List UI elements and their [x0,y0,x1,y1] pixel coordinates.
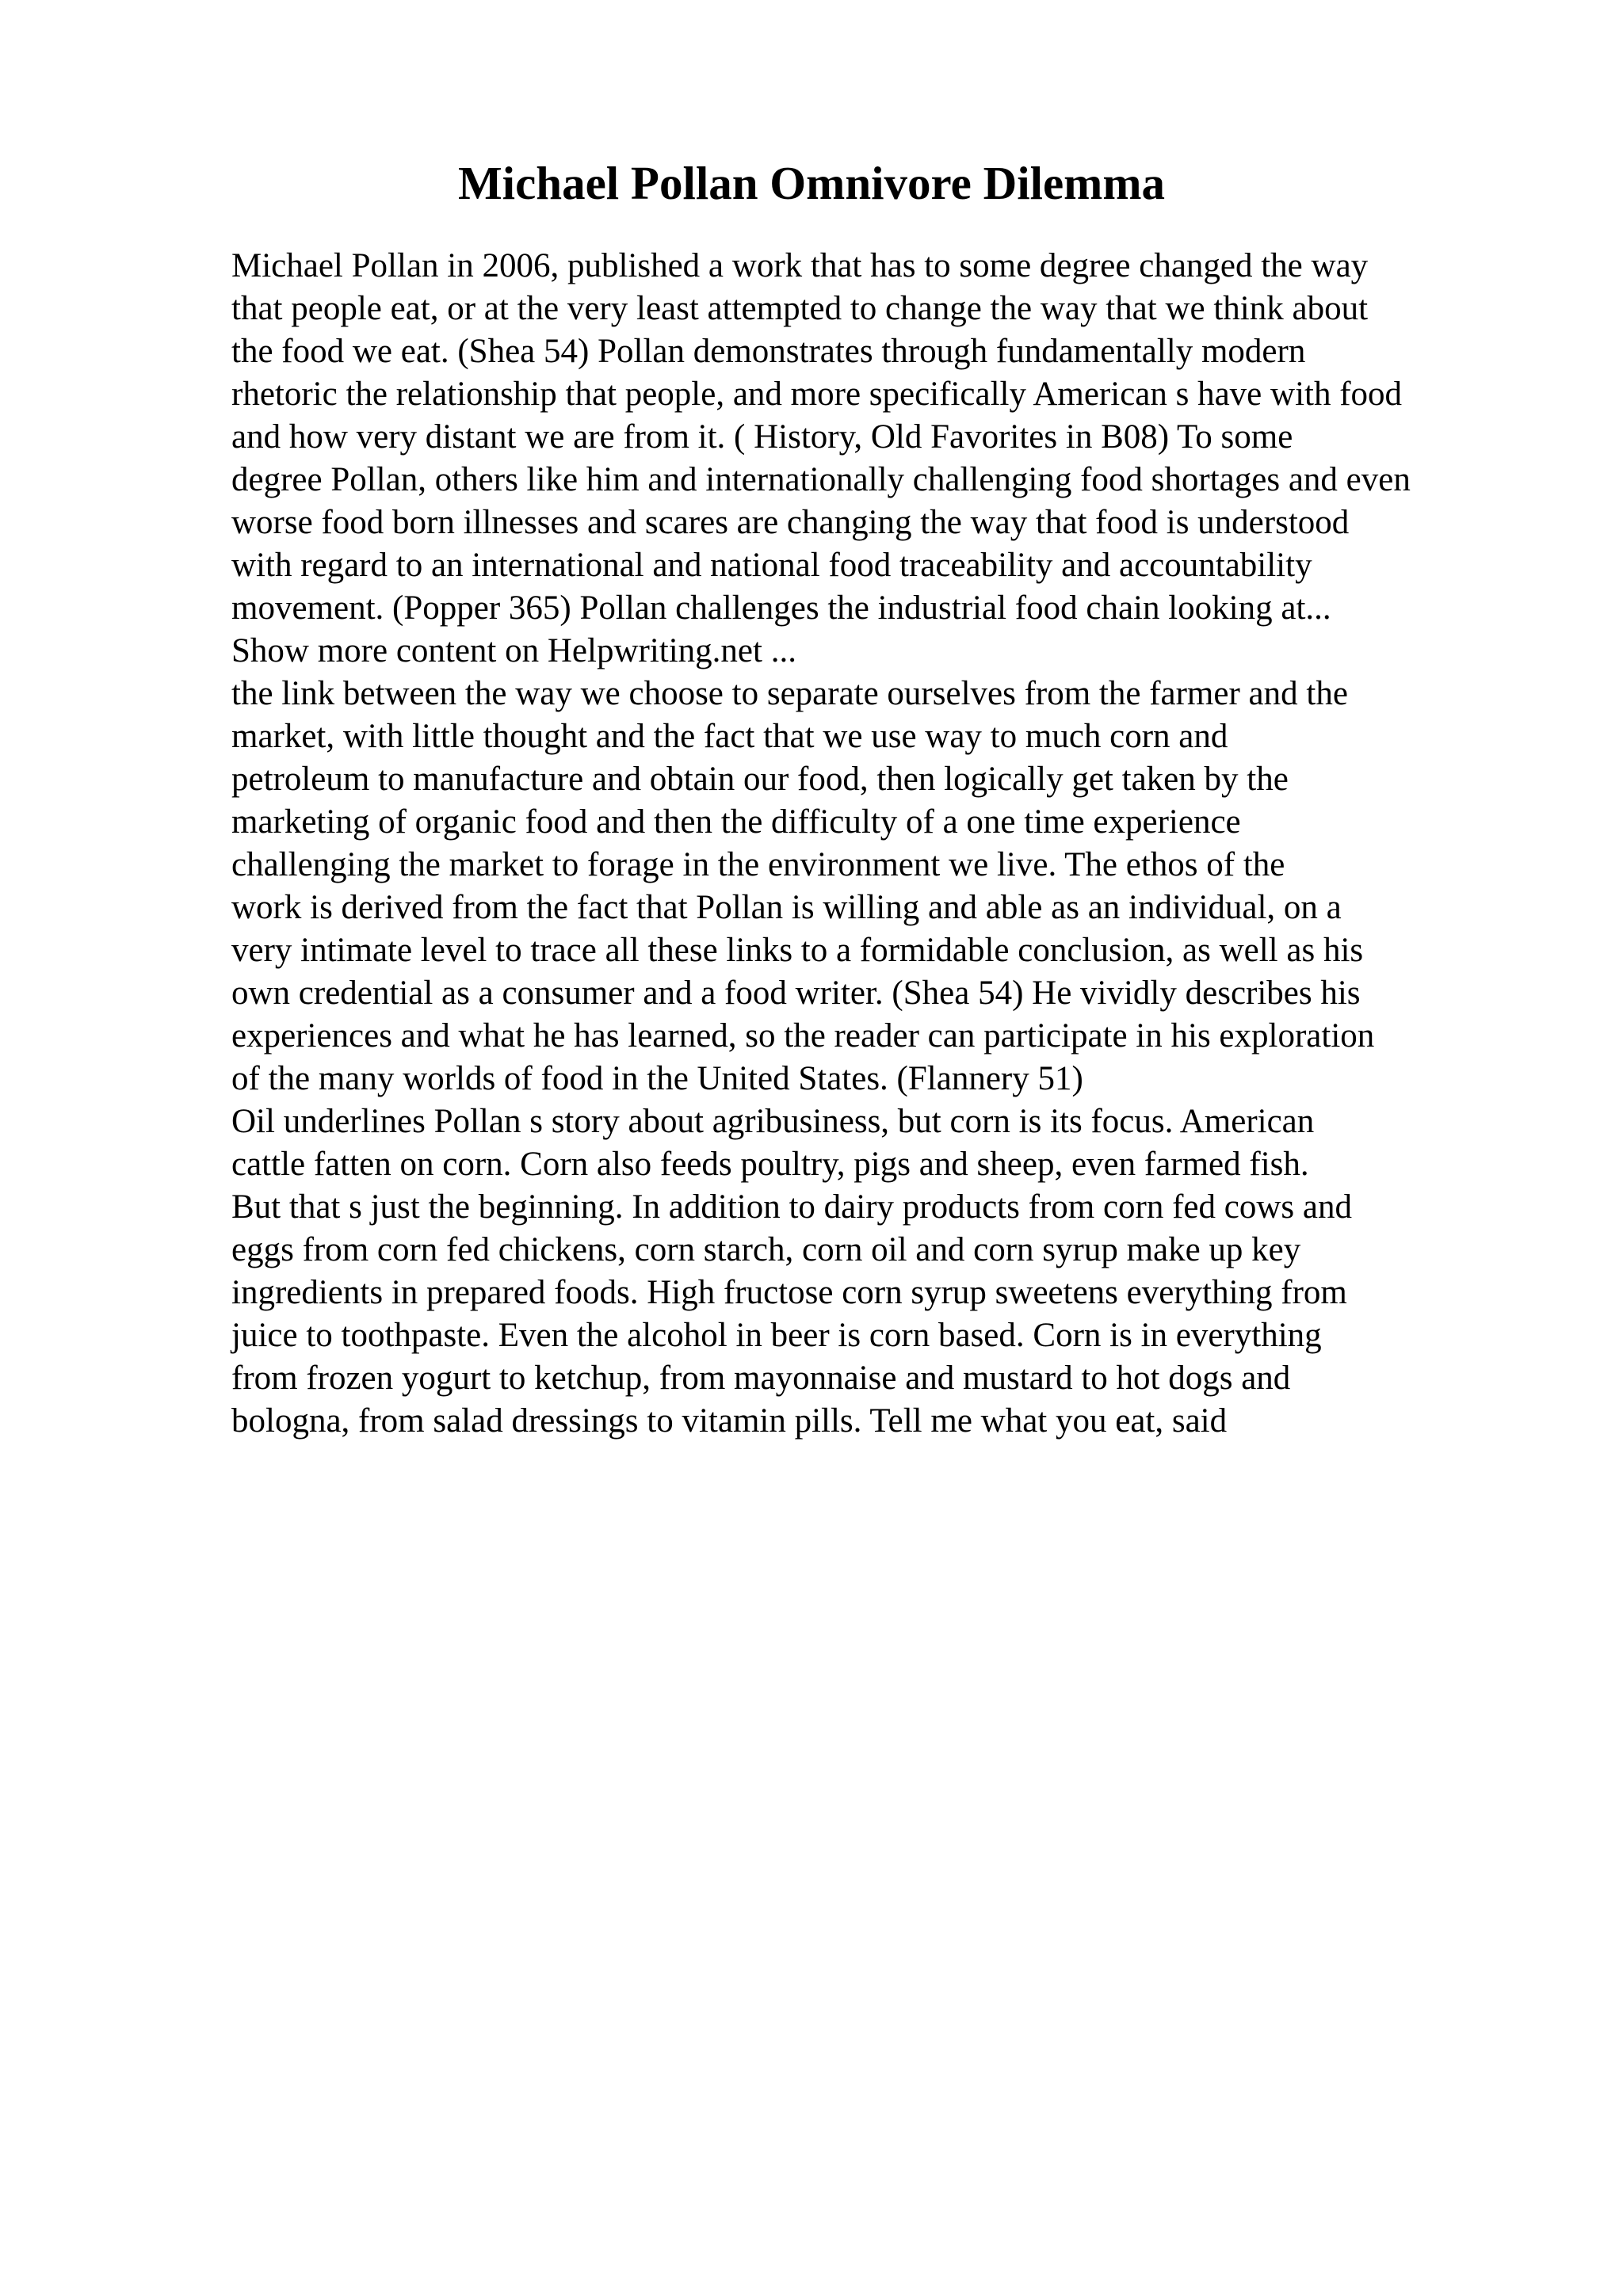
text-line: petroleum to manufacture and obtain our food, then logically get taken by the [231,761,1289,798]
text-line: challenging the market to forage in the environment we live. The ethos of the [231,846,1285,883]
text-line: marketing of organic food and then the difficulty of a one time experience [231,803,1241,841]
paragraph-corn [231,1100,1515,1443]
text-line: worse food born illnesses and scares are changing the way that food is understood [231,504,1350,541]
text-line: with regard to an international and national food traceability and accountability [231,547,1312,584]
text-line: work is derived from the fact that Pollan is willing and able as an individual, on a [231,889,1342,926]
text-line: eggs from corn fed chickens, corn starch, corn oil and corn syrup make up key [231,1231,1301,1268]
text-line: experiences and what he has learned, so the reader can participate in his exploration [231,1017,1375,1055]
paragraph-ethos [231,673,1515,1100]
text-line: juice to toothpaste. Even the alcohol in beer is corn based. Corn is in everything [231,1317,1322,1354]
document-title: Michael Pollan Omnivore Dilemma [458,157,1165,209]
text-line: movement. (Popper 365) Pollan challenges the industrial food chain looking at... [231,589,1331,627]
text-line: very intimate level to trace all these links to a formidable conclusion, as well as his [231,932,1364,969]
text-line: that people eat, or at the very least attempted to change the way that we think about [231,290,1369,327]
text-line: the food we eat. (Shea 54) Pollan demonstrates through fundamentally modern [231,333,1306,370]
text-line: the link between the way we choose to separate ourselves from the farmer and the [231,675,1348,712]
text-line: degree Pollan, others like him and internationally challenging food shortages and even [231,461,1411,498]
document-body [231,245,1515,1443]
text-line: rhetoric the relationship that people, and more specifically American s have with food [231,376,1403,413]
text-line: Michael Pollan in 2006, published a work that has to some degree changed the way [231,247,1369,284]
text-line: Oil underlines Pollan s story about agribusiness, but corn is its focus. American [231,1103,1315,1140]
text-line: market, with little thought and the fact that we use way to much corn and [231,718,1228,755]
text-line: and how very distant we are from it. ( History, Old Favorites in B08) To some [231,418,1293,456]
text-line: cattle fatten on corn. Corn also feeds poultry, pigs and sheep, even farmed fish. [231,1146,1309,1183]
text-line: But that s just the beginning. In addition to dairy products from corn fed cows and [231,1188,1352,1226]
paragraph-intro [231,245,1515,673]
text-line: of the many worlds of food in the United States. (Flannery 51) [231,1060,1083,1097]
text-line: from frozen yogurt to ketchup, from mayonnaise and mustard to hot dogs and [231,1360,1291,1397]
text-line: own credential as a consumer and a food writer. (Shea 54) He vividly describes his [231,974,1361,1012]
text-line: ingredients in prepared foods. High fructose corn syrup sweetens everything from [231,1274,1347,1311]
text-line: bologna, from salad dressings to vitamin pills. Tell me what you eat, said [231,1402,1228,1440]
show-more-link[interactable]: Show more content on Helpwriting.net ... [231,632,796,669]
